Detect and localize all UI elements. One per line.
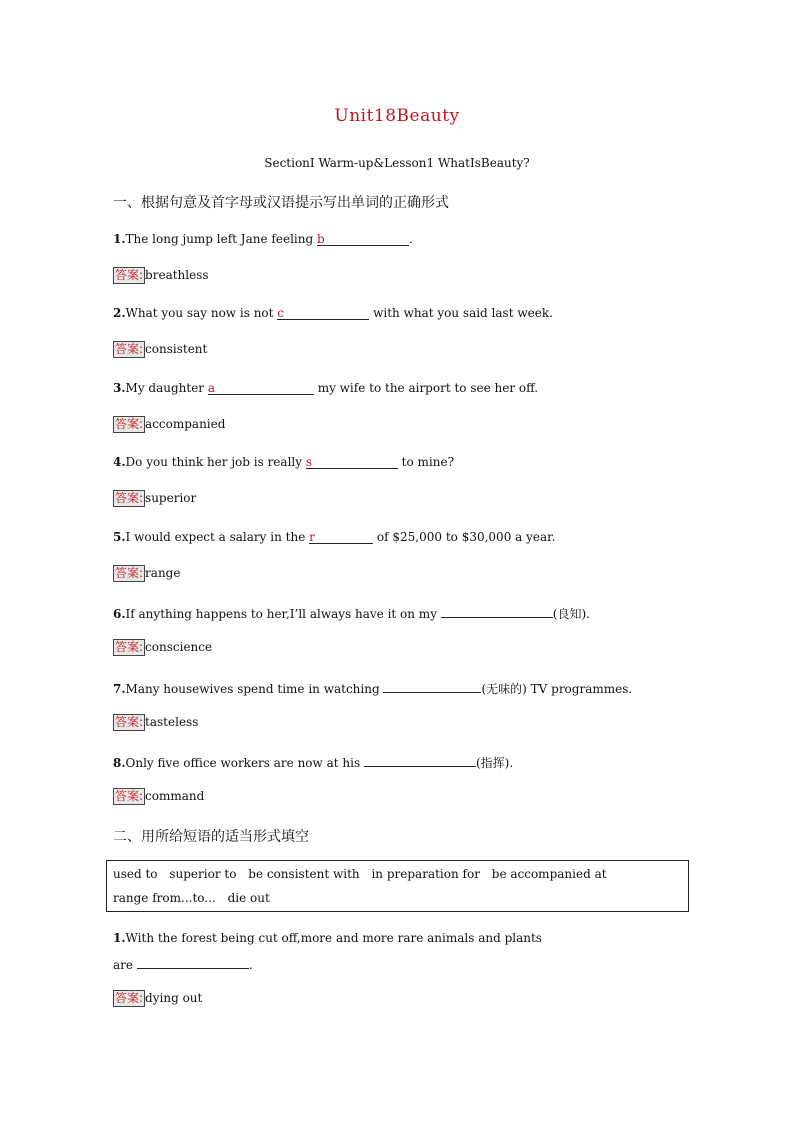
question-text-after: my wife to the airport to see her off. [313,381,539,395]
answer-text: consistent [145,342,208,356]
question-text: Only five office workers are now at his [125,756,364,770]
section-subtitle: SectionⅠ Warm-up&Lesson1 WhatIsBeauty? [264,156,530,170]
answer-5 [113,565,180,582]
question-6 [113,604,590,622]
part1-heading: 一、根据句意及首字母或汉语提示写出单词的正确形式 [113,195,449,211]
answer-text: accompanied [145,417,226,431]
phrase-row-1 [113,867,615,881]
question-number: 1. [113,232,126,246]
answer-text: command [145,789,205,803]
phrase-item: in preparation for [371,867,480,881]
phrase-item: be accompanied at [491,867,607,881]
answer-4 [113,490,196,507]
phrase-item: range from...to... [113,891,216,905]
phrase-item: die out [227,891,270,905]
page-title: Unit18Beauty [334,106,460,126]
question-number: 5. [113,530,126,544]
question-text-after: (良知). [552,607,590,621]
question-text-after: (指挥). [475,756,514,770]
phrase-row-2 [113,891,278,905]
question-text-after: of $25,000 to $30,000 a year. [373,530,556,544]
part2-heading: 二、用所给短语的适当形式填空 [113,829,309,845]
answer-blank[interactable] [137,955,249,969]
question-number: 8. [113,756,126,770]
answer-tag: 答案: [115,640,144,654]
question-number: 3. [113,381,126,395]
question-text: I would expect a salary in the [125,530,310,544]
answer-text: superior [145,491,197,505]
question-number: 1. [113,931,126,945]
answer-blank[interactable]: r [309,530,373,544]
answer-1 [113,267,209,284]
question-text-after: . [408,232,413,246]
question-number: 2. [113,306,126,320]
question-7 [113,679,632,697]
part2-answer-1 [113,990,202,1007]
answer-blank[interactable] [383,679,481,693]
answer-text: dying out [145,991,203,1005]
question-text: If anything happens to her,I’ll always have it on my [125,607,441,621]
question-text: My daughter [125,381,208,395]
question-text: Many housewives spend time in watching [125,682,384,696]
question-text: What you say now is not [125,306,278,320]
phrase-item: superior to [169,867,237,881]
answer-blank[interactable] [364,753,476,767]
question-number: 4. [113,455,126,469]
phrase-item: be consistent with [248,867,360,881]
question-3 [113,381,538,395]
answer-2 [113,341,207,358]
answer-blank[interactable]: s [306,455,398,469]
phrase-item: used to [113,867,158,881]
answer-7 [113,714,198,731]
answer-3 [113,416,225,433]
answer-tag: 答案: [115,417,144,431]
question-text-after: to mine? [397,455,454,469]
question-number: 7. [113,682,126,696]
question-1 [113,232,413,246]
answer-tag: 答案: [115,789,144,803]
answer-blank[interactable] [441,604,553,618]
answer-tag: 答案: [115,491,144,505]
question-text-after: (无味的) TV programmes. [481,682,633,696]
question-text-after: with what you said last week. [369,306,553,320]
answer-8 [113,788,204,805]
answer-text: tasteless [145,715,199,729]
answer-tag: 答案: [115,342,144,356]
question-text: The long jump left Jane feeling [125,232,317,246]
answer-text: conscience [145,640,213,654]
answer-tag: 答案: [115,268,144,282]
question-2 [113,306,553,320]
question-number: 6. [113,607,126,621]
question-text: Do you think her job is really [125,455,306,469]
answer-text: range [145,566,181,580]
answer-tag: 答案: [115,991,144,1005]
phrase-box [106,860,689,912]
question-text: are [113,958,137,972]
question-5 [113,530,555,544]
part2-question-1-line1 [113,931,542,945]
question-4 [113,455,454,469]
answer-blank[interactable]: b [317,232,409,246]
question-text-after: . [248,958,253,972]
answer-blank[interactable]: a [208,381,314,395]
answer-blank[interactable]: c [277,306,369,320]
part2-question-1-line2 [113,955,253,972]
answer-6 [113,639,212,656]
question-text: With the forest being cut off,more and more rare animals and plants [125,931,542,945]
answer-text: breathless [145,268,209,282]
answer-tag: 答案: [115,566,144,580]
answer-tag: 答案: [115,715,144,729]
question-8 [113,753,513,771]
